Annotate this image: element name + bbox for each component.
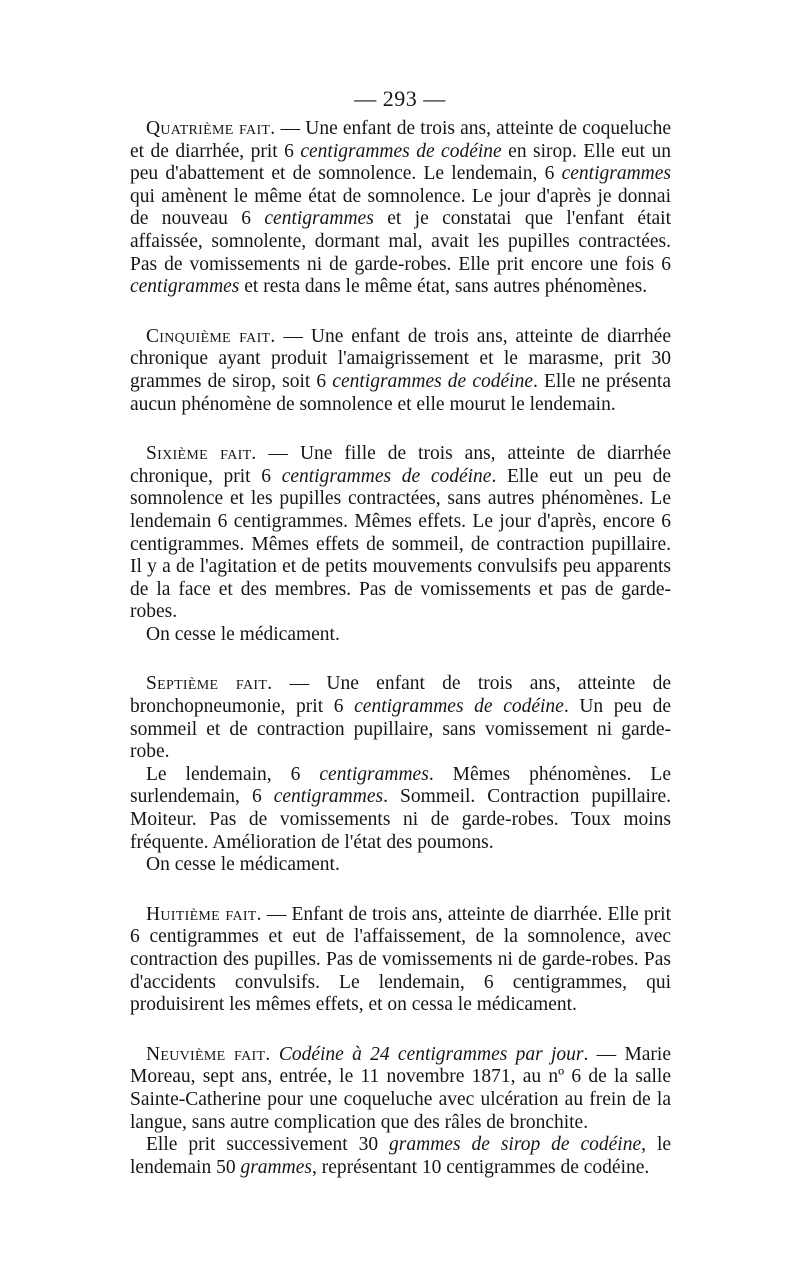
text-run: , le lendemain 50 bbox=[130, 1134, 672, 1178]
text-run: qui amènent le même état de somnolence. Le jour d'après je donnai de nouveau 6 bbox=[130, 185, 671, 230]
text-run: en sirop. Elle eut un peu d'abattement et de somnolence. Le lendemain, 6 bbox=[130, 140, 671, 185]
section-gap bbox=[130, 1017, 671, 1044]
text-run: — Une enfant de trois ans, atteinte de diarrhée chronique ayant produit l'amaigrissement et le marasme, prit 30 grammes de sirop, soit 6 bbox=[130, 325, 671, 392]
text-run: . Sommeil. Contraction pupillaire. Moiteur. Pas de vomissements ni de garde-robes. Toux moins fréquente. Amélioration de l'état des poumons. bbox=[130, 786, 671, 853]
section-paragraph-lead bbox=[130, 1044, 671, 1134]
section-heading: Septième fait. bbox=[146, 673, 273, 695]
italic-run: centigrammes bbox=[561, 163, 671, 185]
section-paragraph-lead bbox=[130, 443, 671, 624]
text-run: — Une enfant de trois ans, atteinte de coqueluche et de diarrhée, prit 6 bbox=[130, 118, 671, 162]
text-run: Le lendemain, 6 bbox=[146, 763, 320, 785]
section-heading: Huitième fait. bbox=[146, 903, 262, 925]
section-paragraph-lead bbox=[130, 326, 671, 416]
text-run: . — Marie Moreau, sept ans, entrée, le 11 novembre 1871, au nº 6 de la salle Sainte-Catherine pour une coqueluche avec ulcération au frein de la langue, sans autre complication que des râles de bronchite. bbox=[130, 1043, 671, 1133]
italic-run: centigrammes bbox=[264, 208, 374, 230]
italic-run: centigrammes bbox=[273, 786, 384, 808]
text-run: — Une fille de trois ans, atteinte de diarrhée chronique, prit 6 bbox=[130, 443, 671, 487]
text-run: — Une enfant de trois ans, atteinte de bronchopneumonie, prit 6 bbox=[130, 673, 671, 718]
section-gap bbox=[130, 416, 671, 443]
text-run: . Un peu de sommeil et de contraction pupillaire, sans vomissement ni garde-robe. bbox=[130, 696, 671, 763]
section-paragraph-lead bbox=[130, 118, 671, 299]
italic-run: centigrammes de codéine bbox=[281, 465, 492, 487]
section-gap bbox=[130, 299, 671, 326]
text-run: — Enfant de trois ans, atteinte de diarrhée. Elle prit 6 centigrammes et eut de l'affaissement, de la somnolence, avec contraction des pupilles. Pas de vomissements ni de garde-robes. Pas d'accidents convulsifs. Le lendemain, 6 centigrammes, qui produisirent les mêmes effets, et on cessa le médicament. bbox=[130, 903, 671, 1016]
text-run: . Mêmes phénomènes. Le surlendemain, 6 bbox=[130, 763, 671, 808]
page-body bbox=[130, 118, 671, 1179]
section-gap bbox=[130, 877, 671, 904]
text-run: et resta dans le même état, sans autres phénomènes. bbox=[239, 276, 648, 298]
text-run: . Elle ne présenta aucun phénomène de somnolence et elle mourut le lendemain. bbox=[130, 370, 671, 415]
text-run: et je constatai que l'enfant était affaissée, somnolente, dormant mal, avait les pupilles contractées. Pas de vomissements ni de garde-robes. Elle prit encore une fois 6 bbox=[130, 208, 672, 275]
text-run: On cesse le médicament. bbox=[146, 854, 340, 876]
text-run: . Elle eut un peu de somnolence et les pupilles contractées, sans autres phénomènes. Le lendemain 6 centigrammes. Mêmes effets. Le jour d'après, encore 6 centigrammes. Mêmes effets de sommeil, de contraction pupillaire. Il y a de l'agitation et de petits mouvements convulsifs peu apparents de la face et des membres. Pas de vomissements et pas de garde-robes. bbox=[130, 465, 671, 623]
section-heading: Cinquième fait. bbox=[146, 325, 276, 347]
text-run bbox=[271, 1044, 279, 1065]
page-number: — 293 — bbox=[354, 86, 446, 111]
italic-run: centigrammes de codéine bbox=[354, 696, 564, 718]
italic-run: centigrammes de codéine bbox=[332, 370, 533, 392]
section-heading: Neuvième fait. bbox=[146, 1043, 271, 1065]
italic-run: grammes de sirop de codéine bbox=[389, 1134, 642, 1156]
section-paragraph bbox=[130, 624, 671, 647]
text-run: , représentant 10 centigrammes de codéine. bbox=[311, 1156, 650, 1178]
italic-run: centigrammes bbox=[319, 763, 429, 785]
section-gap bbox=[130, 646, 671, 673]
text-run: On cesse le médicament. bbox=[146, 623, 340, 645]
italic-run: centigrammes de codéine bbox=[300, 140, 502, 162]
section-paragraph bbox=[130, 764, 671, 854]
section-paragraph-lead bbox=[130, 904, 671, 1017]
section-paragraph bbox=[130, 1134, 671, 1179]
italic-run: centigrammes bbox=[130, 276, 240, 298]
section-paragraph bbox=[130, 854, 671, 877]
text-run: Elle prit successivement 30 bbox=[146, 1134, 390, 1156]
section-heading: Sixième fait. bbox=[146, 443, 257, 465]
italic-run: Codéine à 24 centigrammes par jour bbox=[278, 1043, 584, 1065]
section-paragraph-lead bbox=[130, 673, 671, 763]
italic-run: grammes bbox=[240, 1156, 312, 1178]
section-heading: Quatrième fait. bbox=[146, 118, 276, 139]
